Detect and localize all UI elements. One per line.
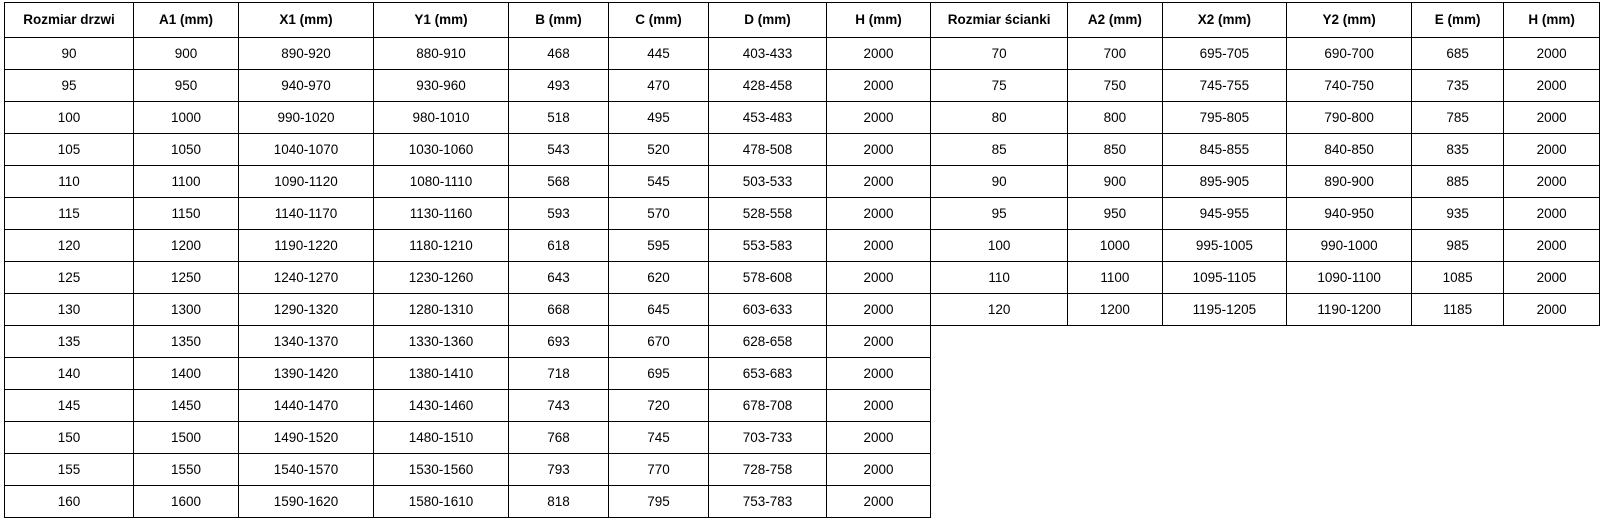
doors-cell: 1180-1210 bbox=[374, 230, 509, 262]
doors-cell: 720 bbox=[609, 390, 709, 422]
table-row bbox=[5, 422, 931, 454]
doors-cell: 2000 bbox=[827, 166, 931, 198]
table-row bbox=[931, 262, 1600, 294]
walls-cell: 890-900 bbox=[1287, 166, 1412, 198]
walls-cell: 985 bbox=[1411, 230, 1503, 262]
walls-cell: 885 bbox=[1411, 166, 1503, 198]
doors-column-header: A1 (mm) bbox=[134, 3, 239, 38]
doors-cell: 645 bbox=[609, 294, 709, 326]
doors-column-header: Y1 (mm) bbox=[374, 3, 509, 38]
table-row bbox=[931, 102, 1600, 134]
doors-cell: 1000 bbox=[134, 102, 239, 134]
doors-cell: 1540-1570 bbox=[239, 454, 374, 486]
doors-cell: 545 bbox=[609, 166, 709, 198]
walls-table-container bbox=[930, 2, 1600, 326]
walls-column-header: Y2 (mm) bbox=[1287, 3, 1412, 38]
walls-cell: 110 bbox=[931, 262, 1068, 294]
doors-cell: 728-758 bbox=[709, 454, 827, 486]
doors-cell: 1040-1070 bbox=[239, 134, 374, 166]
doors-cell: 900 bbox=[134, 38, 239, 70]
walls-cell: 750 bbox=[1068, 70, 1162, 102]
table-row bbox=[5, 166, 931, 198]
walls-cell: 940-950 bbox=[1287, 198, 1412, 230]
doors-cell: 2000 bbox=[827, 454, 931, 486]
walls-cell: 2000 bbox=[1504, 230, 1600, 262]
walls-cell: 1195-1205 bbox=[1162, 294, 1287, 326]
table-row bbox=[931, 166, 1600, 198]
doors-cell: 468 bbox=[509, 38, 609, 70]
doors-cell: 653-683 bbox=[709, 358, 827, 390]
table-row bbox=[5, 294, 931, 326]
doors-cell: 793 bbox=[509, 454, 609, 486]
walls-column-header: X2 (mm) bbox=[1162, 3, 1287, 38]
doors-cell: 1140-1170 bbox=[239, 198, 374, 230]
walls-cell: 1090-1100 bbox=[1287, 262, 1412, 294]
table-row bbox=[5, 454, 931, 486]
doors-cell: 125 bbox=[5, 262, 134, 294]
doors-cell: 495 bbox=[609, 102, 709, 134]
doors-table-body bbox=[5, 38, 931, 518]
doors-cell: 1030-1060 bbox=[374, 134, 509, 166]
doors-cell: 2000 bbox=[827, 70, 931, 102]
walls-cell: 1095-1105 bbox=[1162, 262, 1287, 294]
doors-cell: 100 bbox=[5, 102, 134, 134]
walls-cell: 2000 bbox=[1504, 294, 1600, 326]
walls-cell: 685 bbox=[1411, 38, 1503, 70]
doors-cell: 2000 bbox=[827, 358, 931, 390]
walls-cell: 695-705 bbox=[1162, 38, 1287, 70]
doors-cell: 1600 bbox=[134, 486, 239, 518]
doors-cell: 1550 bbox=[134, 454, 239, 486]
doors-cell: 795 bbox=[609, 486, 709, 518]
doors-cell: 930-960 bbox=[374, 70, 509, 102]
doors-cell: 453-483 bbox=[709, 102, 827, 134]
doors-cell: 568 bbox=[509, 166, 609, 198]
table-row bbox=[5, 38, 931, 70]
doors-cell: 493 bbox=[509, 70, 609, 102]
doors-cell: 2000 bbox=[827, 326, 931, 358]
doors-cell: 1290-1320 bbox=[239, 294, 374, 326]
walls-cell: 95 bbox=[931, 198, 1068, 230]
doors-cell: 1490-1520 bbox=[239, 422, 374, 454]
doors-cell: 115 bbox=[5, 198, 134, 230]
table-row bbox=[5, 262, 931, 294]
doors-cell: 528-558 bbox=[709, 198, 827, 230]
doors-cell: 105 bbox=[5, 134, 134, 166]
walls-cell: 800 bbox=[1068, 102, 1162, 134]
doors-column-header: B (mm) bbox=[509, 3, 609, 38]
table-row bbox=[931, 70, 1600, 102]
walls-cell: 735 bbox=[1411, 70, 1503, 102]
walls-cell: 100 bbox=[931, 230, 1068, 262]
doors-cell: 668 bbox=[509, 294, 609, 326]
doors-cell: 2000 bbox=[827, 102, 931, 134]
doors-cell: 768 bbox=[509, 422, 609, 454]
doors-cell: 1090-1120 bbox=[239, 166, 374, 198]
table-header-row bbox=[5, 3, 931, 38]
doors-cell: 2000 bbox=[827, 486, 931, 518]
walls-table-header bbox=[931, 3, 1600, 38]
walls-cell: 845-855 bbox=[1162, 134, 1287, 166]
walls-cell: 895-905 bbox=[1162, 166, 1287, 198]
doors-column-header: X1 (mm) bbox=[239, 3, 374, 38]
doors-cell: 1450 bbox=[134, 390, 239, 422]
doors-cell: 2000 bbox=[827, 230, 931, 262]
doors-cell: 140 bbox=[5, 358, 134, 390]
doors-cell: 95 bbox=[5, 70, 134, 102]
doors-cell: 1280-1310 bbox=[374, 294, 509, 326]
doors-cell: 1080-1110 bbox=[374, 166, 509, 198]
doors-dimensions-table bbox=[4, 2, 931, 518]
doors-cell: 1330-1360 bbox=[374, 326, 509, 358]
walls-cell: 80 bbox=[931, 102, 1068, 134]
table-row bbox=[5, 198, 931, 230]
doors-cell: 980-1010 bbox=[374, 102, 509, 134]
doors-cell: 120 bbox=[5, 230, 134, 262]
doors-cell: 693 bbox=[509, 326, 609, 358]
doors-cell: 678-708 bbox=[709, 390, 827, 422]
table-header-row bbox=[931, 3, 1600, 38]
walls-cell: 2000 bbox=[1504, 102, 1600, 134]
doors-cell: 1500 bbox=[134, 422, 239, 454]
doors-cell: 603-633 bbox=[709, 294, 827, 326]
walls-cell: 1185 bbox=[1411, 294, 1503, 326]
walls-column-header: E (mm) bbox=[1411, 3, 1503, 38]
doors-cell: 2000 bbox=[827, 38, 931, 70]
walls-cell: 85 bbox=[931, 134, 1068, 166]
table-row bbox=[5, 326, 931, 358]
doors-cell: 1350 bbox=[134, 326, 239, 358]
doors-cell: 628-658 bbox=[709, 326, 827, 358]
doors-cell: 470 bbox=[609, 70, 709, 102]
doors-cell: 695 bbox=[609, 358, 709, 390]
walls-cell: 850 bbox=[1068, 134, 1162, 166]
walls-table-body bbox=[931, 38, 1600, 326]
doors-cell: 1100 bbox=[134, 166, 239, 198]
table-row bbox=[5, 358, 931, 390]
doors-table-container bbox=[4, 2, 931, 518]
doors-cell: 890-920 bbox=[239, 38, 374, 70]
walls-cell: 1085 bbox=[1411, 262, 1503, 294]
table-row bbox=[5, 102, 931, 134]
doors-cell: 428-458 bbox=[709, 70, 827, 102]
walls-cell: 950 bbox=[1068, 198, 1162, 230]
doors-cell: 543 bbox=[509, 134, 609, 166]
doors-cell: 150 bbox=[5, 422, 134, 454]
doors-cell: 1190-1220 bbox=[239, 230, 374, 262]
doors-cell: 1430-1460 bbox=[374, 390, 509, 422]
doors-cell: 718 bbox=[509, 358, 609, 390]
table-row bbox=[5, 134, 931, 166]
doors-cell: 1480-1510 bbox=[374, 422, 509, 454]
doors-column-header: C (mm) bbox=[609, 3, 709, 38]
doors-cell: 1580-1610 bbox=[374, 486, 509, 518]
doors-cell: 1440-1470 bbox=[239, 390, 374, 422]
walls-cell: 1200 bbox=[1068, 294, 1162, 326]
doors-cell: 1200 bbox=[134, 230, 239, 262]
doors-cell: 670 bbox=[609, 326, 709, 358]
doors-cell: 1380-1410 bbox=[374, 358, 509, 390]
walls-cell: 935 bbox=[1411, 198, 1503, 230]
doors-cell: 1340-1370 bbox=[239, 326, 374, 358]
walls-cell: 2000 bbox=[1504, 134, 1600, 166]
walls-column-header: Rozmiar ścianki bbox=[931, 3, 1068, 38]
doors-cell: 570 bbox=[609, 198, 709, 230]
walls-cell: 2000 bbox=[1504, 198, 1600, 230]
doors-cell: 1390-1420 bbox=[239, 358, 374, 390]
table-row bbox=[931, 230, 1600, 262]
walls-dimensions-table bbox=[930, 2, 1600, 326]
doors-cell: 618 bbox=[509, 230, 609, 262]
doors-cell: 818 bbox=[509, 486, 609, 518]
doors-cell: 1150 bbox=[134, 198, 239, 230]
doors-cell: 145 bbox=[5, 390, 134, 422]
doors-cell: 620 bbox=[609, 262, 709, 294]
walls-cell: 785 bbox=[1411, 102, 1503, 134]
doors-cell: 1230-1260 bbox=[374, 262, 509, 294]
walls-cell: 795-805 bbox=[1162, 102, 1287, 134]
doors-cell: 1300 bbox=[134, 294, 239, 326]
doors-cell: 155 bbox=[5, 454, 134, 486]
walls-cell: 90 bbox=[931, 166, 1068, 198]
doors-cell: 2000 bbox=[827, 422, 931, 454]
doors-cell: 160 bbox=[5, 486, 134, 518]
doors-cell: 745 bbox=[609, 422, 709, 454]
table-row bbox=[5, 486, 931, 518]
doors-cell: 595 bbox=[609, 230, 709, 262]
table-row bbox=[931, 38, 1600, 70]
doors-cell: 880-910 bbox=[374, 38, 509, 70]
doors-cell: 703-733 bbox=[709, 422, 827, 454]
walls-column-header: H (mm) bbox=[1504, 3, 1600, 38]
doors-cell: 643 bbox=[509, 262, 609, 294]
doors-cell: 90 bbox=[5, 38, 134, 70]
table-row bbox=[5, 230, 931, 262]
walls-cell: 1190-1200 bbox=[1287, 294, 1412, 326]
doors-cell: 553-583 bbox=[709, 230, 827, 262]
doors-cell: 753-783 bbox=[709, 486, 827, 518]
walls-column-header: A2 (mm) bbox=[1068, 3, 1162, 38]
walls-cell: 70 bbox=[931, 38, 1068, 70]
doors-cell: 940-970 bbox=[239, 70, 374, 102]
doors-cell: 403-433 bbox=[709, 38, 827, 70]
doors-cell: 518 bbox=[509, 102, 609, 134]
doors-cell: 478-508 bbox=[709, 134, 827, 166]
table-row bbox=[931, 198, 1600, 230]
walls-cell: 990-1000 bbox=[1287, 230, 1412, 262]
doors-cell: 950 bbox=[134, 70, 239, 102]
doors-cell: 2000 bbox=[827, 294, 931, 326]
doors-cell: 2000 bbox=[827, 134, 931, 166]
doors-table-header bbox=[5, 3, 931, 38]
walls-cell: 945-955 bbox=[1162, 198, 1287, 230]
doors-cell: 1590-1620 bbox=[239, 486, 374, 518]
walls-cell: 700 bbox=[1068, 38, 1162, 70]
doors-cell: 743 bbox=[509, 390, 609, 422]
walls-cell: 2000 bbox=[1504, 262, 1600, 294]
table-row bbox=[5, 70, 931, 102]
walls-cell: 840-850 bbox=[1287, 134, 1412, 166]
doors-cell: 1050 bbox=[134, 134, 239, 166]
table-row bbox=[5, 390, 931, 422]
walls-cell: 2000 bbox=[1504, 70, 1600, 102]
doors-cell: 1400 bbox=[134, 358, 239, 390]
walls-cell: 995-1005 bbox=[1162, 230, 1287, 262]
table-row bbox=[931, 134, 1600, 166]
doors-cell: 110 bbox=[5, 166, 134, 198]
table-row bbox=[931, 294, 1600, 326]
walls-cell: 690-700 bbox=[1287, 38, 1412, 70]
walls-cell: 790-800 bbox=[1287, 102, 1412, 134]
doors-column-header: H (mm) bbox=[827, 3, 931, 38]
walls-cell: 2000 bbox=[1504, 38, 1600, 70]
doors-cell: 990-1020 bbox=[239, 102, 374, 134]
doors-cell: 578-608 bbox=[709, 262, 827, 294]
doors-cell: 2000 bbox=[827, 262, 931, 294]
walls-cell: 120 bbox=[931, 294, 1068, 326]
walls-cell: 1100 bbox=[1068, 262, 1162, 294]
walls-cell: 900 bbox=[1068, 166, 1162, 198]
doors-cell: 770 bbox=[609, 454, 709, 486]
doors-cell: 2000 bbox=[827, 198, 931, 230]
walls-cell: 745-755 bbox=[1162, 70, 1287, 102]
walls-cell: 1000 bbox=[1068, 230, 1162, 262]
doors-cell: 130 bbox=[5, 294, 134, 326]
doors-cell: 520 bbox=[609, 134, 709, 166]
doors-cell: 1130-1160 bbox=[374, 198, 509, 230]
doors-column-header: Rozmiar drzwi bbox=[5, 3, 134, 38]
doors-cell: 593 bbox=[509, 198, 609, 230]
doors-cell: 1240-1270 bbox=[239, 262, 374, 294]
doors-cell: 1250 bbox=[134, 262, 239, 294]
doors-cell: 503-533 bbox=[709, 166, 827, 198]
walls-cell: 740-750 bbox=[1287, 70, 1412, 102]
doors-cell: 2000 bbox=[827, 390, 931, 422]
walls-cell: 2000 bbox=[1504, 166, 1600, 198]
walls-cell: 75 bbox=[931, 70, 1068, 102]
doors-column-header: D (mm) bbox=[709, 3, 827, 38]
doors-cell: 1530-1560 bbox=[374, 454, 509, 486]
walls-cell: 835 bbox=[1411, 134, 1503, 166]
doors-cell: 135 bbox=[5, 326, 134, 358]
doors-cell: 445 bbox=[609, 38, 709, 70]
